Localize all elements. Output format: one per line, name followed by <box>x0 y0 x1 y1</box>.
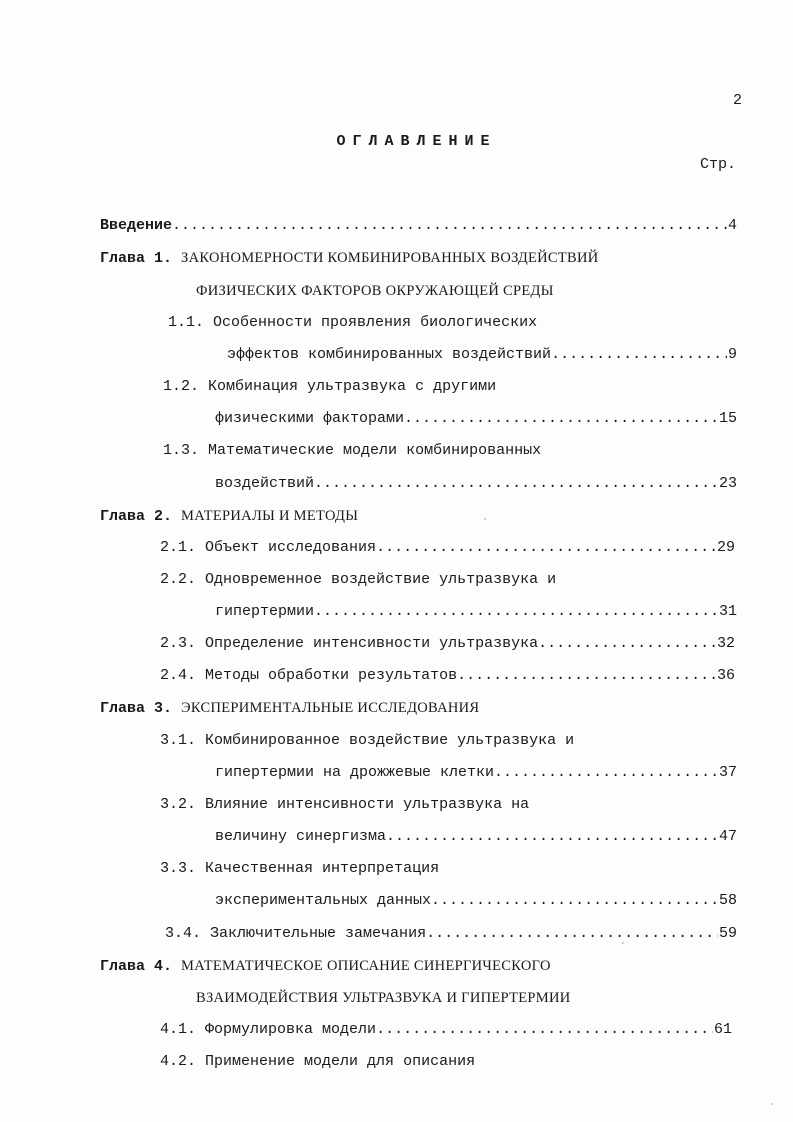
intro-page: 4 <box>727 217 737 234</box>
section-number: 3.3. <box>160 860 197 877</box>
chapter-4-title: МАТЕМАТИЧЕСКОЕ ОПИСАНИЕ СИНЕРГИЧЕСКОГО <box>181 958 551 974</box>
scan-speck <box>622 942 624 944</box>
section-number: 1.3. <box>163 442 200 459</box>
section-title-cont: эффектов комбинированных воздействий <box>227 346 552 363</box>
toc-entry-3-2-cont[interactable] <box>215 827 737 847</box>
section-title-cont: физическими факторами <box>215 410 405 427</box>
dot-leader <box>172 216 727 236</box>
toc-entry-2-4[interactable] <box>160 666 735 686</box>
section-page: 47 <box>718 828 737 845</box>
dot-leader <box>376 538 716 558</box>
scan-speck <box>484 518 486 520</box>
section-title: Влияние интенсивности ультразвука на <box>205 796 530 813</box>
section-number: 2.2. <box>160 571 197 588</box>
section-title: Формулировка модели <box>205 1021 377 1038</box>
toc-entry-2-2[interactable] <box>160 570 556 590</box>
section-number: 3.1. <box>160 732 197 749</box>
section-number: 3.2. <box>160 796 197 813</box>
toc-entry-3-3[interactable] <box>160 859 439 879</box>
chapter-3-title: ЭКСПЕРИМЕНТАЛЬНЫЕ ИССЛЕДОВАНИЯ <box>181 700 480 716</box>
section-page: 23 <box>718 475 737 492</box>
section-number: 3.4. <box>165 925 202 942</box>
section-number: 1.1. <box>168 314 205 331</box>
section-page: 36 <box>716 667 735 684</box>
section-title: Комбинация ультразвука с другими <box>208 378 497 395</box>
chapter-1-heading[interactable] <box>100 248 599 269</box>
toc-entry-3-4[interactable] <box>165 924 737 944</box>
section-title: Определение интенсивности ультразвука <box>205 635 539 652</box>
section-title: Особенности проявления биологических <box>213 314 538 331</box>
toc-entry-1-2-cont[interactable] <box>215 409 737 429</box>
dot-leader <box>314 602 718 622</box>
toc-entry-2-1[interactable] <box>160 538 735 558</box>
dot-leader <box>386 827 718 847</box>
chapter-3-heading[interactable] <box>100 698 479 719</box>
toc-entry-4-1[interactable] <box>160 1020 732 1040</box>
toc-entry-1-1-cont[interactable] <box>227 345 737 365</box>
section-page: 9 <box>727 346 737 363</box>
page-column-label: Стр. <box>700 156 737 173</box>
chapter-4-label: Глава 4. <box>100 958 173 975</box>
chapter-1-title-cont: ФИЗИЧЕСКИХ ФАКТОРОВ ОКРУЖАЮЩЕЙ СРЕДЫ <box>196 283 554 299</box>
chapter-4-title-cont: ВЗАИМОДЕЙСТВИЯ УЛЬТРАЗВУКА И ГИПЕРТЕРМИИ <box>196 990 571 1006</box>
section-number: 2.3. <box>160 635 197 652</box>
chapter-2-title: МАТЕРИАЛЫ И МЕТОДЫ <box>181 508 359 524</box>
section-page: 59 <box>718 925 737 942</box>
toc-entry-3-1-cont[interactable] <box>215 763 737 783</box>
section-page: 31 <box>718 603 737 620</box>
section-page: 58 <box>718 892 737 909</box>
toc-entry-3-3-cont[interactable] <box>215 891 737 911</box>
page-number: 2 <box>733 92 743 109</box>
intro-label: Введение <box>100 217 173 234</box>
section-page: 32 <box>716 635 735 652</box>
section-number: 2.4. <box>160 667 197 684</box>
section-title-cont: воздействий <box>215 475 315 492</box>
page-title: ОГЛАВЛЕНИЕ <box>336 133 497 150</box>
dot-leader <box>426 924 718 944</box>
toc-entry-intro[interactable] <box>100 216 737 236</box>
dot-leader <box>457 666 716 686</box>
section-title: Заключительные замечания <box>210 925 427 942</box>
section-title: Одновременное воздействие ультразвука и <box>205 571 557 588</box>
toc-entry-2-2-cont[interactable] <box>215 602 737 622</box>
toc-entry-1-3-cont[interactable] <box>215 474 737 494</box>
dot-leader <box>551 345 727 365</box>
section-title: Применение модели для описания <box>205 1053 476 1070</box>
toc-entry-3-1[interactable] <box>160 731 574 751</box>
section-title: Методы обработки результатов <box>205 667 458 684</box>
section-page: 29 <box>716 539 735 556</box>
section-title-cont: гипертермии <box>215 603 315 620</box>
section-page: 15 <box>718 410 737 427</box>
toc-entry-2-3[interactable] <box>160 634 735 654</box>
section-page: 61 <box>713 1021 732 1038</box>
chapter-1-title: ЗАКОНОМЕРНОСТИ КОМБИНИРОВАННЫХ ВОЗДЕЙСТВИЙ <box>181 250 599 266</box>
section-title: Комбинированное воздействие ультразвука и <box>205 732 575 749</box>
section-title: Качественная интерпретация <box>205 860 440 877</box>
section-number: 4.2. <box>160 1053 197 1070</box>
section-number: 2.1. <box>160 539 197 556</box>
section-title-cont: гипертермии на дрожжевые клетки <box>215 764 495 781</box>
section-title: Объект исследования <box>205 539 377 556</box>
dot-leader <box>314 474 718 494</box>
dot-leader <box>404 409 718 429</box>
section-number: 1.2. <box>163 378 200 395</box>
section-number: 4.1. <box>160 1021 197 1038</box>
section-title-cont: экспериментальных данных <box>215 892 432 909</box>
dot-leader <box>376 1020 713 1040</box>
chapter-4-heading[interactable] <box>100 956 551 977</box>
toc-entry-1-2[interactable] <box>163 377 496 397</box>
section-title: Математические модели комбинированных <box>208 442 542 459</box>
dot-leader <box>431 891 718 911</box>
scan-speck <box>771 1103 773 1105</box>
toc-entry-1-1[interactable] <box>168 313 537 333</box>
dot-leader <box>494 763 718 783</box>
chapter-1-label: Глава 1. <box>100 250 173 267</box>
toc-entry-4-2[interactable] <box>160 1052 475 1072</box>
section-page: 37 <box>718 764 737 781</box>
toc-entry-3-2[interactable] <box>160 795 529 815</box>
toc-entry-1-3[interactable] <box>163 441 541 461</box>
chapter-2-heading[interactable] <box>100 506 358 527</box>
chapter-3-label: Глава 3. <box>100 700 173 717</box>
section-title-cont: величину синергизма <box>215 828 387 845</box>
chapter-2-label: Глава 2. <box>100 508 173 525</box>
dot-leader <box>538 634 716 654</box>
